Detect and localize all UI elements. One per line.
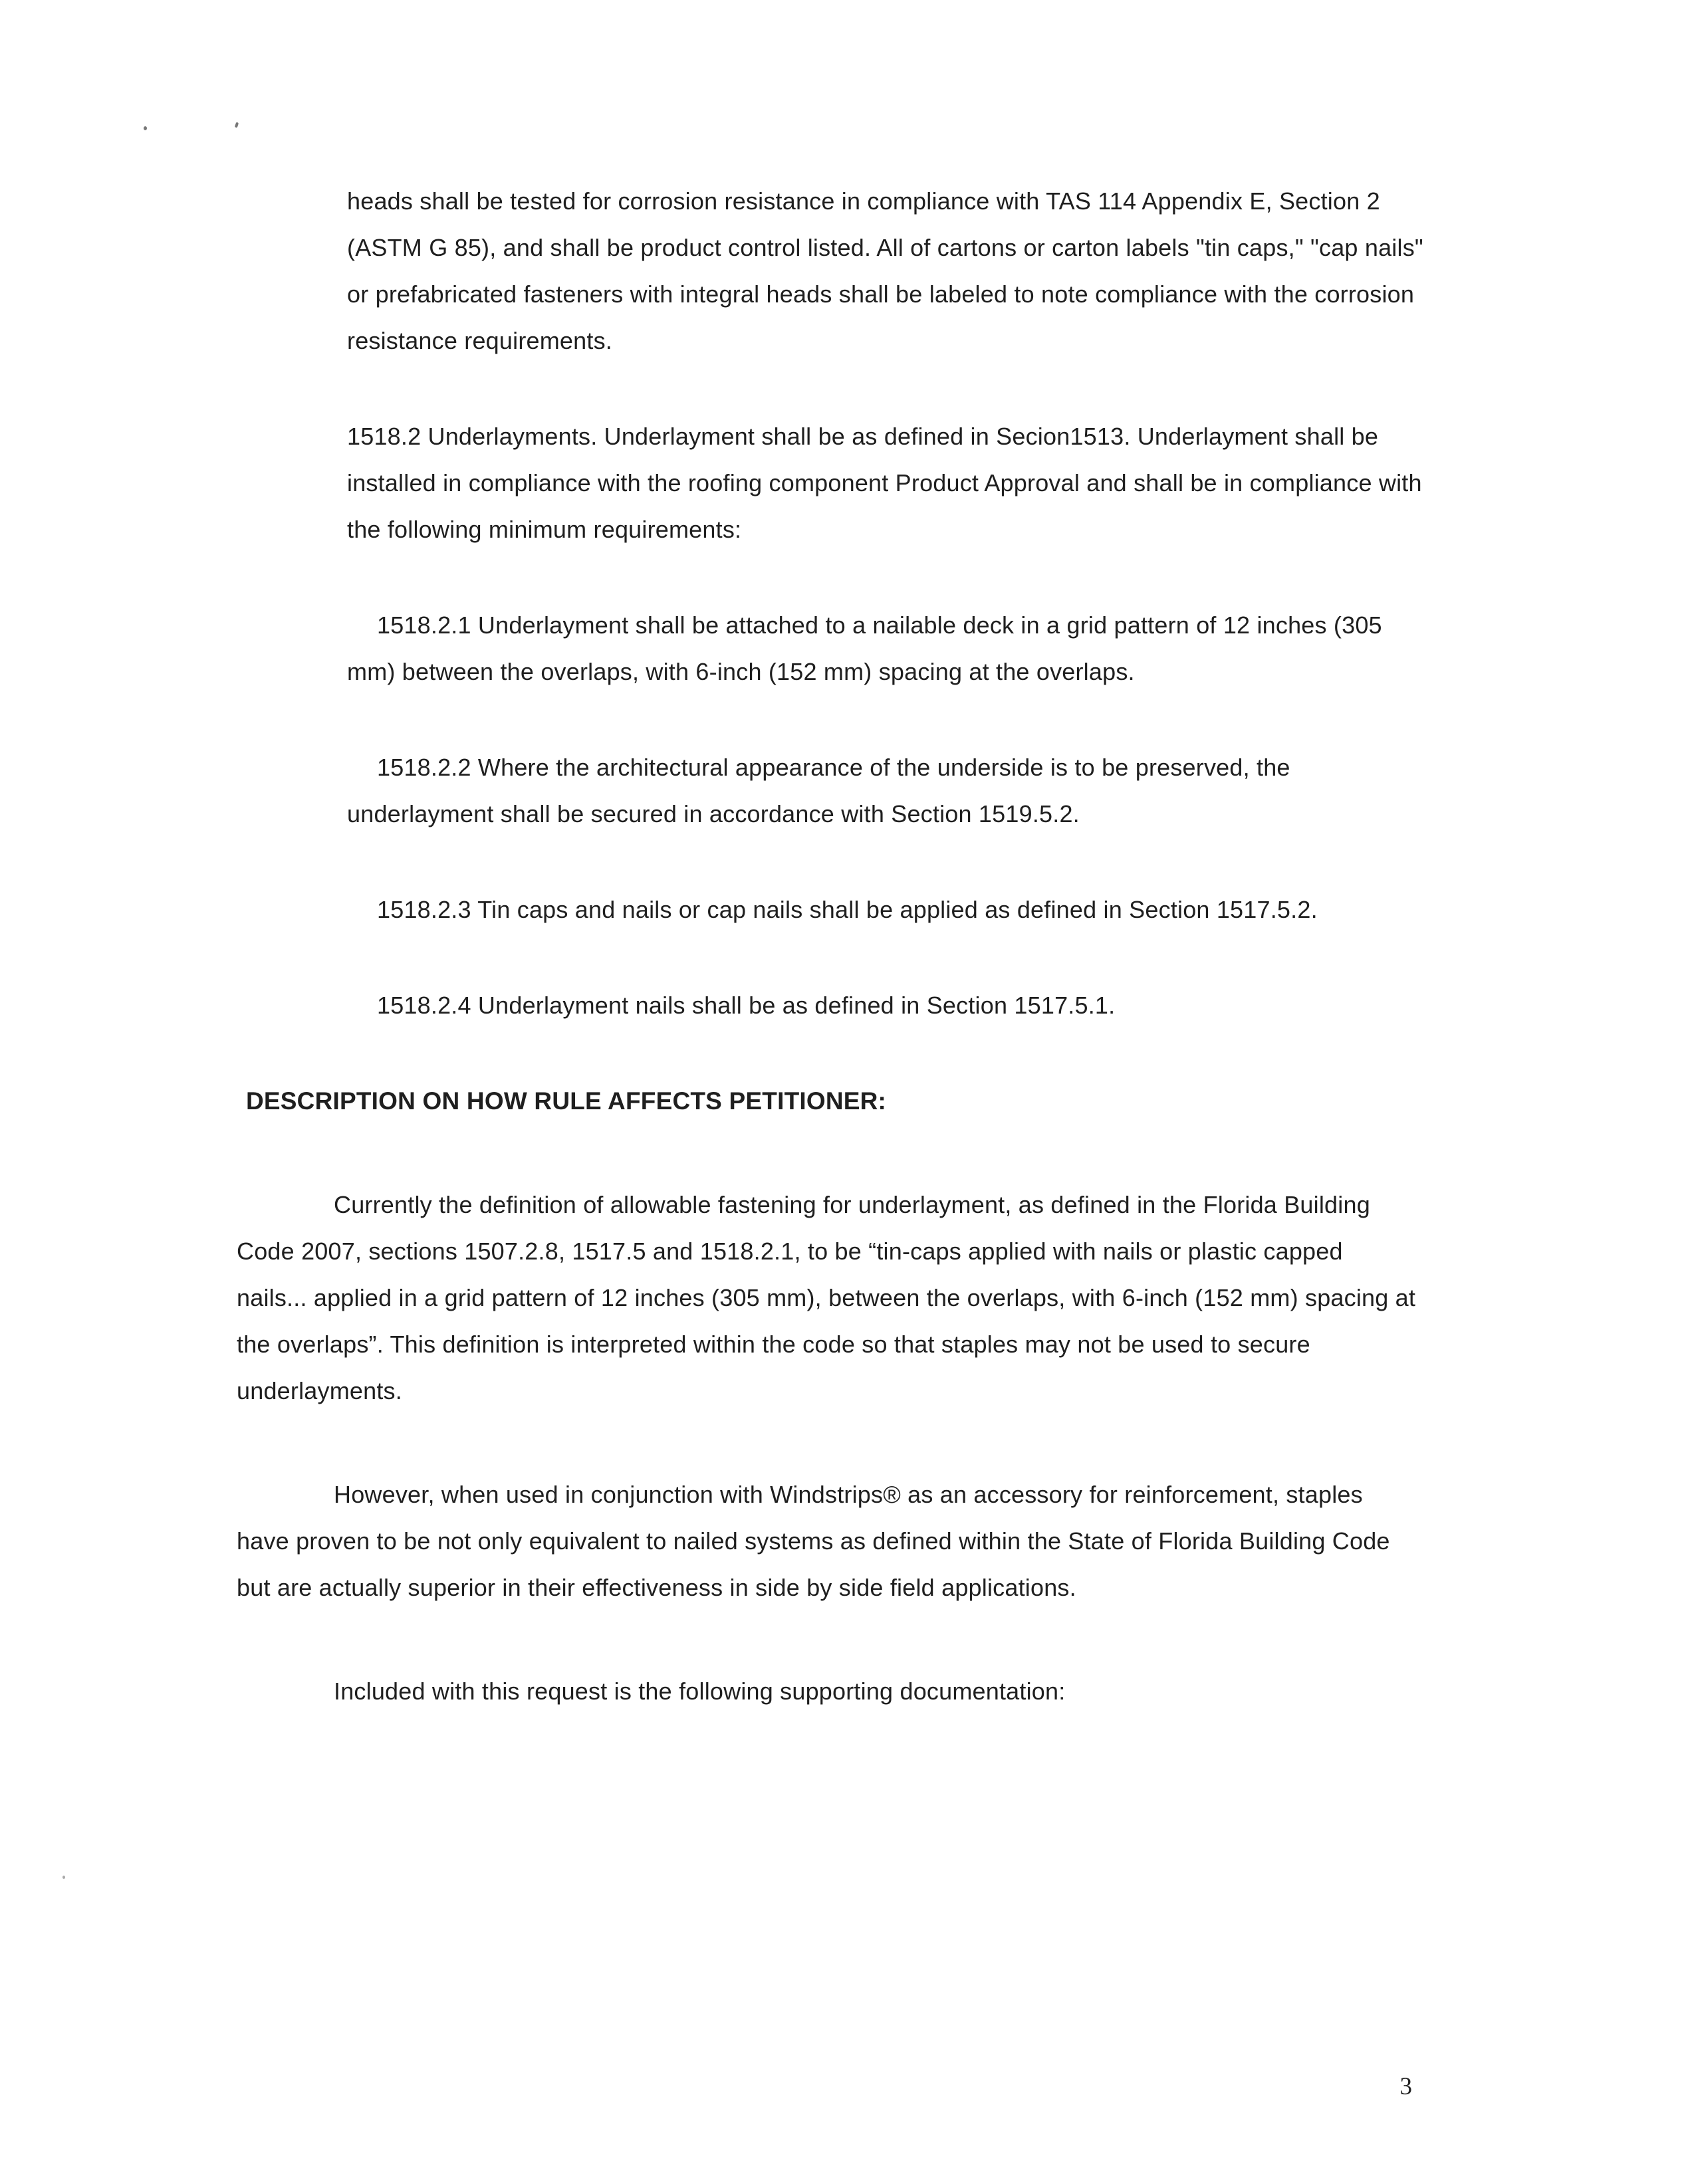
page-number: 3 [1399, 2073, 1412, 2100]
quoted-paragraph-1518-2-4: 1518.2.4 Underlayment nails shall be as defined in Section 1517.5.1. [377, 992, 1116, 1019]
scan-artifact [144, 126, 147, 130]
document-content [0, 178, 1690, 1715]
quoted-paragraph-corrosion: heads shall be tested for corrosion resistance in compliance with TAS 114 Appendix E, Section 2 (ASTM G 85), and shall be product control listed. All of cartons or carton labels "tin caps," "cap nails" or prefabricated fasteners with integral heads shall be labeled to note compliance with the corrosion resistance requirements. [347, 187, 1423, 354]
body-paragraph-currently: Currently the definition of allowable fastening for underlayment, as defined in the Florida Building Code 2007, sections 1507.2.8, 1517.5 and 1518.2.1, to be “tin-caps applied with nails or plastic capped nails... applied in a grid pattern of 12 inches (305 mm), between the overlaps, with 6-inch (152 mm) spacing at the overlaps”. This definition is interpreted within the code so that staples may not be used to secure underlayments. [237, 1191, 1416, 1404]
quoted-paragraph-1518-2-1: 1518.2.1 Underlayment shall be attached to a nailable deck in a grid pattern of 12 inches (305 mm) between the overlaps, with 6-inch (152 mm) spacing at the overlaps. [347, 611, 1382, 685]
quoted-paragraph-1518-2-3: 1518.2.3 Tin caps and nails or cap nails shall be applied as defined in Section 1517.5.2. [377, 896, 1318, 923]
quoted-paragraph-1518-2-2: 1518.2.2 Where the architectural appearance of the underside is to be preserved, the underlayment shall be secured in accordance with Section 1519.5.2. [347, 754, 1290, 827]
quoted-paragraph-1518-2: 1518.2 Underlayments. Underlayment shall be as defined in Secion1513. Underlayment shall be installed in compliance with the roofing component Product Approval and shall be in compliance with the following minimum requirements: [347, 423, 1422, 543]
section-heading-description: DESCRIPTION ON HOW RULE AFFECTS PETITIONER: [246, 1087, 887, 1115]
scan-artifact [62, 1876, 65, 1879]
body-paragraph-included: Included with this request is the following supporting documentation: [334, 1678, 1066, 1705]
scan-artifact [235, 122, 239, 128]
body-paragraph-however: However, when used in conjunction with Windstrips® as an accessory for reinforcement, staples have proven to be not only equivalent to nailed systems as defined within the State of Florida Building Code but are actually superior in their effectiveness in side by side field applications. [237, 1481, 1390, 1601]
